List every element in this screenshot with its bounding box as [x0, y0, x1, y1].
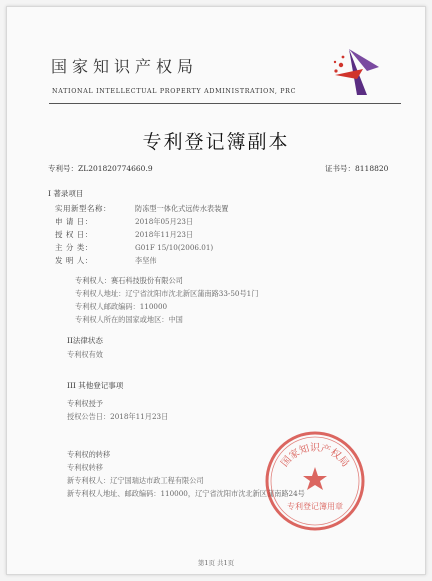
field-value: 2018年05月23日: [135, 217, 194, 226]
field-label: 授 权 日：: [55, 230, 93, 239]
certificate-number: 证书号：8118820: [325, 164, 389, 173]
section-legal-status-heading: II法律状态: [67, 336, 103, 345]
grant-date: 授权公告日：2018年11月23日: [67, 412, 169, 421]
patentee: 专利权人：赛石科技股份有限公司: [75, 276, 183, 285]
field-value: 防冻型一体化式远传水表装置: [135, 204, 229, 213]
section-other-matters-heading: III 其他登记事项: [67, 381, 124, 390]
office-name-en: NATIONAL INTELLECTUAL PROPERTY ADMINISTRATION, PRC: [52, 88, 297, 95]
header-divider: [49, 103, 401, 104]
patentee-country: 专利权人所在的国家或地区：中国: [75, 315, 183, 324]
section-bibliographic-heading: I 著录项目: [48, 189, 84, 198]
patentee-address: 专利权人地址：辽宁省沈阳市沈北新区蒲南路33-50号1门: [75, 289, 259, 298]
official-seal-icon: [263, 429, 367, 533]
seal-text-bottom: 专利登记簿用章: [287, 502, 343, 511]
transfer-new-address: 新专利权人地址、邮政编码：110000，辽宁省沈阳市沈北新区蒲南路24号: [67, 489, 305, 498]
field-label: 主 分 类：: [55, 243, 93, 252]
transfer-subheading: 专利权转移: [67, 463, 103, 472]
field-label: 申 请 日：: [55, 217, 93, 226]
cnipa-logo-icon: [327, 45, 391, 99]
transfer-new-patentee: 新专利权人：辽宁国瑞达市政工程有限公司: [67, 476, 204, 485]
patentee-postcode: 专利权人邮政编码：110000: [75, 302, 168, 311]
field-value: 李坚伟: [135, 256, 157, 265]
certificate-page: [6, 6, 426, 575]
grant-heading: 专利权授予: [67, 399, 103, 408]
field-value: 2018年11月23日: [135, 230, 194, 239]
field-label: 发 明 人：: [55, 256, 93, 265]
patent-number: 专利号：ZL201820774660.9: [48, 164, 153, 173]
seal-text-top: 国家知识产权局: [279, 443, 351, 470]
legal-status: 专利权有效: [67, 350, 103, 359]
document-title: 专利登记簿副本: [142, 131, 290, 153]
page-footer: 第1页 共1页: [197, 559, 235, 567]
transfer-heading: 专利权的转移: [67, 450, 111, 459]
field-label: 实用新型名称：: [55, 204, 111, 213]
office-name-cn: 国家知识产权局: [51, 57, 199, 76]
field-value: G01F 15/10(2006.01): [135, 243, 214, 252]
